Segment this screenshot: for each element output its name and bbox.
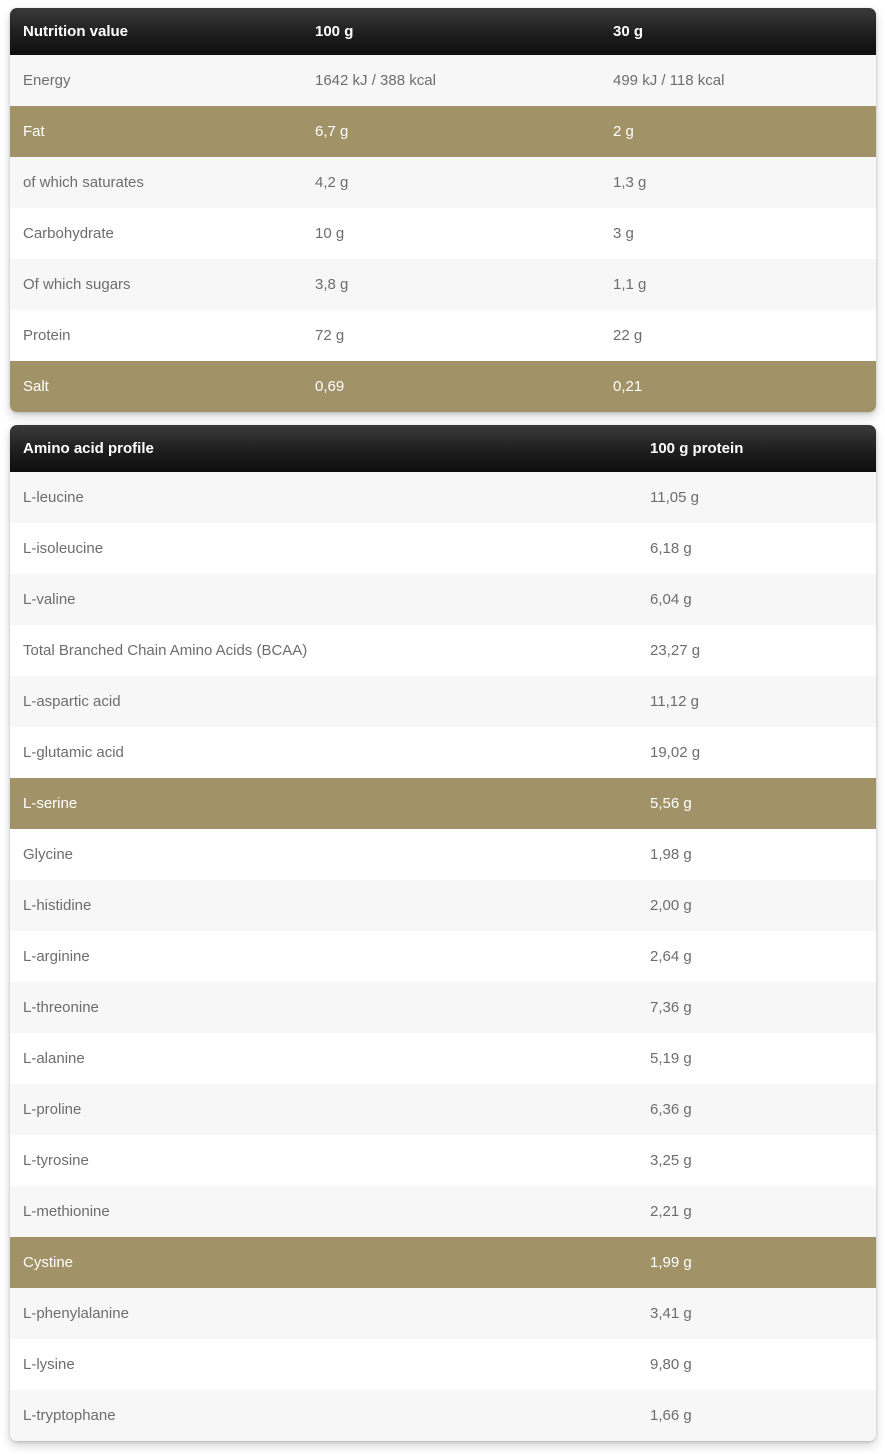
row-label: L-tryptophane xyxy=(23,1407,116,1424)
value-per-100g: 0,69 xyxy=(315,378,345,395)
value-per-30g: 0,21 xyxy=(613,378,643,395)
table-row xyxy=(10,1288,876,1339)
value-per-30g: 1,3 g xyxy=(613,174,647,191)
value-per-100g-protein: 5,19 g xyxy=(650,1050,692,1067)
row-label: L-threonine xyxy=(23,999,99,1016)
row-label: of which saturates xyxy=(23,174,144,191)
amino-table-body xyxy=(10,472,876,1441)
row-label: L-histidine xyxy=(23,897,92,914)
value-per-30g: 499 kJ / 118 kcal xyxy=(613,72,725,89)
nutrition-value-table xyxy=(10,8,876,412)
row-label: L-glutamic acid xyxy=(23,744,124,761)
table-row xyxy=(10,574,876,625)
table-row xyxy=(10,880,876,931)
value-per-30g: 2 g xyxy=(613,123,634,140)
row-label: L-arginine xyxy=(23,948,90,965)
table-row xyxy=(10,727,876,778)
row-label: Cystine xyxy=(23,1254,74,1271)
row-label: L-aspartic acid xyxy=(23,693,121,710)
table-row xyxy=(10,157,876,208)
value-per-100g-protein: 7,36 g xyxy=(650,999,692,1016)
row-label: Carbohydrate xyxy=(23,225,114,242)
table-row xyxy=(10,1186,876,1237)
column-header-100g-protein: 100 g protein xyxy=(650,440,744,457)
value-per-100g-protein: 6,04 g xyxy=(650,591,692,608)
value-per-100g: 4,2 g xyxy=(315,174,349,191)
value-per-100g: 3,8 g xyxy=(315,276,349,293)
nutrition-table-header xyxy=(10,8,876,55)
table-row xyxy=(10,361,876,412)
row-label: Protein xyxy=(23,327,71,344)
row-label: L-valine xyxy=(23,591,76,608)
table-row xyxy=(10,931,876,982)
value-per-100g-protein: 3,25 g xyxy=(650,1152,692,1169)
amino-table-header xyxy=(10,425,876,472)
table-row xyxy=(10,1237,876,1288)
value-per-100g-protein: 2,64 g xyxy=(650,948,692,965)
row-label: L-alanine xyxy=(23,1050,85,1067)
value-per-100g-protein: 5,56 g xyxy=(650,795,692,812)
row-label: L-phenylalanine xyxy=(23,1305,129,1322)
column-header-30g: 30 g xyxy=(613,23,644,40)
table-row xyxy=(10,982,876,1033)
row-label: Fat xyxy=(23,123,45,140)
row-label: Salt xyxy=(23,378,49,395)
row-label: L-proline xyxy=(23,1101,82,1118)
value-per-100g: 6,7 g xyxy=(315,123,349,140)
table-row xyxy=(10,55,876,106)
table-row xyxy=(10,1084,876,1135)
nutrition-table-body xyxy=(10,55,876,412)
value-per-100g: 72 g xyxy=(315,327,345,344)
row-label: Of which sugars xyxy=(23,276,131,293)
value-per-100g-protein: 2,00 g xyxy=(650,897,692,914)
row-label: L-serine xyxy=(23,795,78,812)
value-per-100g-protein: 1,98 g xyxy=(650,846,692,863)
row-label: L-isoleucine xyxy=(23,540,104,557)
table-row xyxy=(10,1390,876,1441)
value-per-100g-protein: 23,27 g xyxy=(650,642,701,659)
nutrition-table-title: Nutrition value xyxy=(23,23,129,40)
table-row xyxy=(10,310,876,361)
row-label: L-lysine xyxy=(23,1356,75,1373)
amino-table-title: Amino acid profile xyxy=(23,440,154,457)
value-per-100g-protein: 1,66 g xyxy=(650,1407,692,1424)
value-per-30g: 1,1 g xyxy=(613,276,647,293)
value-per-100g-protein: 6,36 g xyxy=(650,1101,692,1118)
column-header-100g: 100 g xyxy=(315,23,354,40)
amino-acid-profile-table xyxy=(10,425,876,1441)
table-row xyxy=(10,208,876,259)
value-per-100g-protein: 1,99 g xyxy=(650,1254,692,1271)
table-row xyxy=(10,106,876,157)
row-label: Glycine xyxy=(23,846,74,863)
value-per-100g: 1642 kJ / 388 kcal xyxy=(315,72,436,89)
table-row xyxy=(10,472,876,523)
row-label: L-tyrosine xyxy=(23,1152,89,1169)
table-row xyxy=(10,676,876,727)
value-per-100g-protein: 2,21 g xyxy=(650,1203,692,1220)
value-per-100g-protein: 3,41 g xyxy=(650,1305,692,1322)
row-label: L-methionine xyxy=(23,1203,110,1220)
row-label: L-leucine xyxy=(23,489,84,506)
table-row xyxy=(10,1339,876,1390)
value-per-100g-protein: 6,18 g xyxy=(650,540,692,557)
value-per-100g-protein: 19,02 g xyxy=(650,744,701,761)
value-per-30g: 22 g xyxy=(613,327,643,344)
table-row xyxy=(10,1033,876,1084)
value-per-100g-protein: 11,12 g xyxy=(650,693,699,710)
value-per-100g: 10 g xyxy=(315,225,345,242)
row-label: Energy xyxy=(23,72,71,89)
table-row xyxy=(10,778,876,829)
value-per-30g: 3 g xyxy=(613,225,634,242)
table-row xyxy=(10,1135,876,1186)
table-row xyxy=(10,259,876,310)
value-per-100g-protein: 11,05 g xyxy=(650,489,699,506)
table-row xyxy=(10,829,876,880)
table-row xyxy=(10,523,876,574)
row-label: Total Branched Chain Amino Acids (BCAA) xyxy=(23,642,308,659)
table-row xyxy=(10,625,876,676)
value-per-100g-protein: 9,80 g xyxy=(650,1356,692,1373)
